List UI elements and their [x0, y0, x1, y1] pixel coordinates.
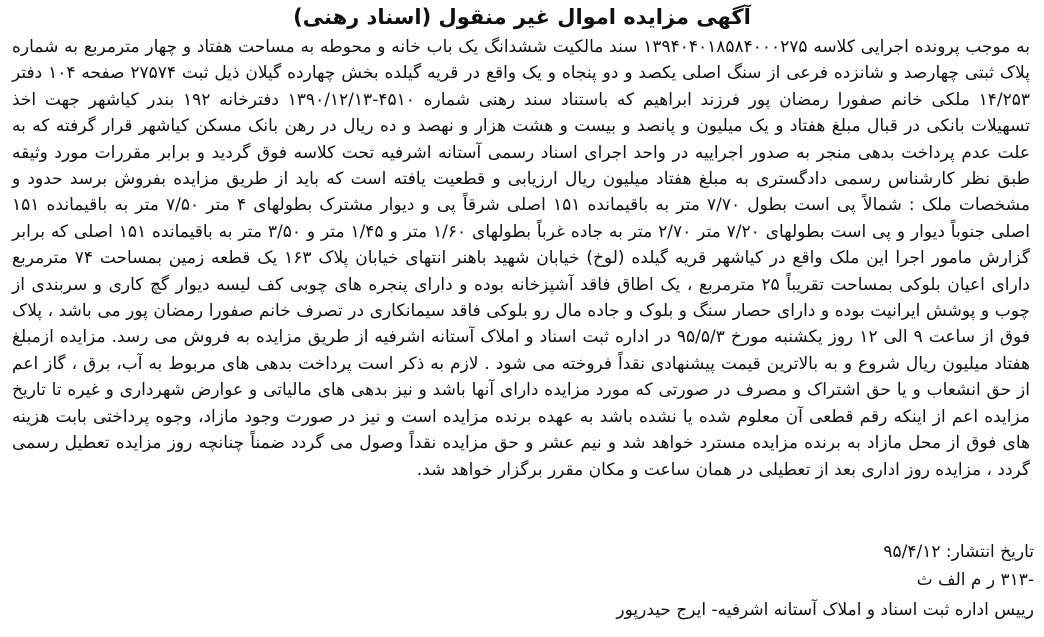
publish-date: تاریخ انتشار: ۹۵/۴/۱۲ — [883, 542, 1034, 562]
reference-number: -۳۱۳ ر م الف ث — [916, 570, 1034, 590]
signature-line: رییس اداره ثبت اسناد و املاک آستانه اشرفیه- ایرج حیدرپور — [616, 600, 1034, 620]
notice-body: به موجب پرونده اجرایی کلاسه ۱۳۹۴۰۴۰۱۸۵۸۴۰۰۰۲۷۵ سند مالکیت ششدانگ یک باب خانه و محوطه به مساحت هفتاد و چهار مترمربع به شماره پلاک ثبتی چهارصد و شانزده فرعی از سنگ اصلی یکصد و دو پنجاه و یک واقع در قریه گیلده بخش چهارده گیلان ذیل ثبت ۲۷۵۷۴ صفحه ۱۰۴ دفتر ۱۴/۲۵۳ ملکی خانم صفورا رمضان پور فرزند ابراهیم که باستناد سند رهنی شماره ۴۵۱۰-۱۳۹۰/۱۲/۱۳ دفترخانه ۱۹۲ بندر کیاشهر جهت اخذ تسهیلات بانکی در قبال مبلغ هفتاد و یک میلیون و پانصد و بیست و هشت هزار و نهصد و ده ریال در رهن بانک مسکن کیاشهر قرار گرفته که به علت عدم پرداخت بدهی منجر به صدور اجراییه در واحد اجرای اسناد رسمی آستانه اشرفیه تحت کلاسه فوق گردید و برابر مقررات مورد وثیقه طبق نظر کارشناس رسمی دادگستری به مبلغ هفتاد میلیون ریال ارزیابی و قطعیت یافته است که باید از طریق مزایده بفروش برسد حدود و مشخصات ملک : شمالاً پی است بطول ۷/۷۰ متر به باقیمانده ۱۵۱ اصلی شرقاً پی و دیوار مشترک بطولهای ۴ متر ۷/۵۰ متر به باقیمانده ۱۵۱ اصلی جنوباً دیوار و پی است بطولهای ۷/۲۰ متر ۲/۷۰ متر به جاده غرباً بطولهای ۱/۶۰ متر و ۱/۴۵ متر و ۳/۵۰ متر به باقیمانده ۱۵۱ اصلی که برابر گزارش مامور اجرا این ملک واقع در کیاشهر قریه گیلده (لوخ) خیابان شهید باهنر انتهای خیابان پلاک ۱۶۳ یک قطعه زمین بمساحت ۷۴ مترمربع دارای اعیان بلوکی بمساحت تقریباً ۲۵ مترمربع ، یک اطاق فاقد آشپزخانه بوده و دارای پنجره های چوبی کف لیسه دیوار گچ کاری و سربندی از چوب و پوشش ایرانیت بوده و دارای حصار سنگ و بلوک و جاده مال رو بلوکی فاقد سیمانکاری در تصرف خانم صفورا رمضان پور می باشد ، پلاک فوق از ساعت ۹ الی ۱۲ روز یکشنبه مورخ ۹۵/۵/۳ در اداره ثبت اسناد و املاک آستانه اشرفیه از طریق مزایده به فروش می رسد. مزایده ازمبلغ هفتاد میلیون ریال شروع و به بالاترین قیمت پیشنهادی نقداً فروخته می شود . لازم به ذکر است پرداخت بدهی های مربوط به آب، برق ، گاز اعم از حق انشعاب و یا حق اشتراک و مصرف در صورتی که مورد مزایده دارای آنها باشد و نیز بدهی های مالیاتی و عوارض شهرداری و غیره تا تاریخ مزایده اعم از اینکه رقم قطعی آن معلوم شده یا نشده باشد به عهده برنده مزایده است و نیز در صورت وجود مازاد، وجوه پرداختی بابت هزینه های فوق از محل مازاد به برنده مزایده مسترد خواهد شد و نیم عشر و حق مزایده نقداً وصول می گردد ضمناً چنانچه روز مزایده تعطیل رسمی گردد ، مزایده روز اداری بعد از تعطیلی در همان ساعت و مکان مقرر برگزار خواهد شد. — [12, 37, 1031, 480]
notice-title: آگهی مزایده اموال غیر منقول (اسناد رهنی) — [293, 5, 751, 29]
